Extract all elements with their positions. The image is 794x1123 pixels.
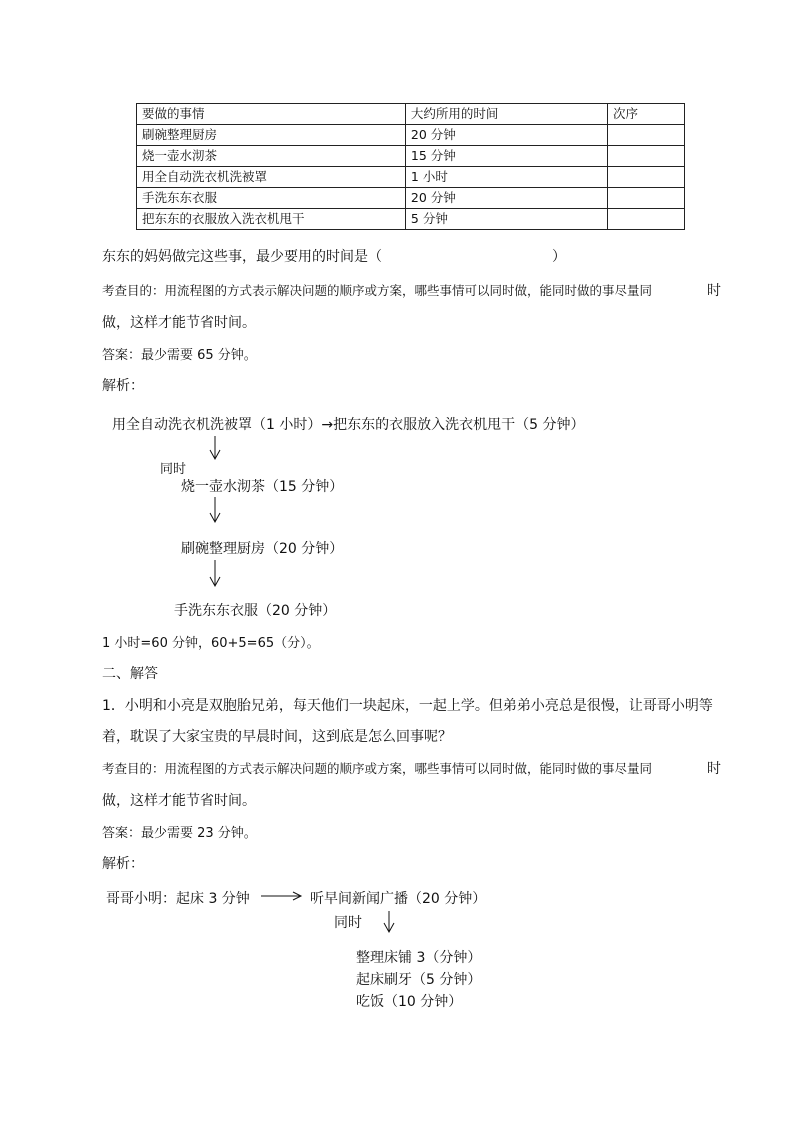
down-arrow-icon <box>210 436 220 459</box>
down-arrow-icon <box>384 911 394 932</box>
q1-question: 东东的妈妈做完这些事，最少要用的时间是（ <box>102 249 382 265</box>
q1-calc: 1 小时=60 分钟，60+5=65（分）。 <box>102 636 320 651</box>
q2-question-line2: 着，耽误了大家宝贵的早晨时间，这到底是怎么回事呢？ <box>102 729 452 745</box>
table-cell: 1 小时 <box>405 167 607 188</box>
q2-flow-same-time: 同时 <box>334 915 362 931</box>
table-header-cell: 次序 <box>607 104 684 125</box>
q2-purpose-cont: 做，这样才能节省时间。 <box>102 793 256 809</box>
q2-answer: 答案：最少需要 23 分钟。 <box>102 826 257 841</box>
table-cell: 手洗东东衣服 <box>137 188 406 209</box>
q1-analysis-label: 解析： <box>102 378 144 394</box>
q1-flow-step1: 用全自动洗衣机洗被罩（1 小时）→把东东的衣服放入洗衣机甩干（5 分钟） <box>112 417 585 433</box>
q1-purpose-end: 时 <box>707 283 721 299</box>
q1-flow-step4: 手洗东东衣服（20 分钟） <box>174 603 337 619</box>
q1-purpose: 考查目的：用流程图的方式表示解决问题的顺序或方案，哪些事情可以同时做，能同时做的事尽量同 <box>102 283 653 298</box>
table-cell <box>607 167 684 188</box>
table-cell: 用全自动洗衣机洗被罩 <box>137 167 406 188</box>
q2-question-line1: 1．小明和小亮是双胞胎兄弟，每天他们一块起床，一起上学。但弟弟小亮总是很慢，让哥哥小明等 <box>102 698 713 714</box>
table-cell <box>607 188 684 209</box>
q1-flow-same-time: 同时 <box>160 462 187 477</box>
table-cell: 把东东的衣服放入洗衣机甩干 <box>137 209 406 230</box>
section-heading: 二、解答 <box>102 666 158 682</box>
q1-answer: 答案：最少需要 65 分钟。 <box>102 348 257 363</box>
right-arrow-icon <box>261 892 301 900</box>
q2-purpose-end: 时 <box>707 761 721 777</box>
down-arrow-icon <box>210 497 220 522</box>
table-cell <box>607 209 684 230</box>
table-cell: 15 分钟 <box>405 146 607 167</box>
table-row <box>137 167 685 188</box>
q2-purpose: 考查目的：用流程图的方式表示解决问题的顺序或方案，哪些事情可以同时做，能同时做的事尽量同 <box>102 761 653 776</box>
table-cell: 5 分钟 <box>405 209 607 230</box>
q2-flow-start: 哥哥小明：起床 3 分钟 <box>106 891 250 907</box>
tasks-table <box>136 103 685 230</box>
q1-question-close: ） <box>552 249 566 265</box>
table-row <box>137 188 685 209</box>
table-row <box>137 209 685 230</box>
down-arrow-icon <box>210 560 220 586</box>
table-cell: 20 分钟 <box>405 188 607 209</box>
table-header-row <box>137 104 685 125</box>
q2-flow-item3: 吃饭（10 分钟） <box>356 994 463 1010</box>
table-header-cell: 大约所用的时间 <box>405 104 607 125</box>
q2-flow-item2: 起床刷牙（5 分钟） <box>356 972 482 988</box>
q2-flow-item1: 整理床铺 3（分钟） <box>356 950 482 966</box>
table-row <box>137 146 685 167</box>
q1-purpose-cont: 做，这样才能节省时间。 <box>102 315 256 331</box>
table-cell <box>607 125 684 146</box>
table-header-cell: 要做的事情 <box>137 104 406 125</box>
table-row <box>137 125 685 146</box>
table-cell: 烧一壶水沏茶 <box>137 146 406 167</box>
q1-flow-step2: 烧一壶水沏茶（15 分钟） <box>181 479 344 495</box>
q1-flow-step3: 刷碗整理厨房（20 分钟） <box>181 541 344 557</box>
q2-flow-listen: 听早间新闻广播（20 分钟） <box>310 891 487 907</box>
table-cell: 20 分钟 <box>405 125 607 146</box>
table-cell: 刷碗整理厨房 <box>137 125 406 146</box>
q2-analysis-label: 解析： <box>102 856 144 872</box>
table-cell <box>607 146 684 167</box>
